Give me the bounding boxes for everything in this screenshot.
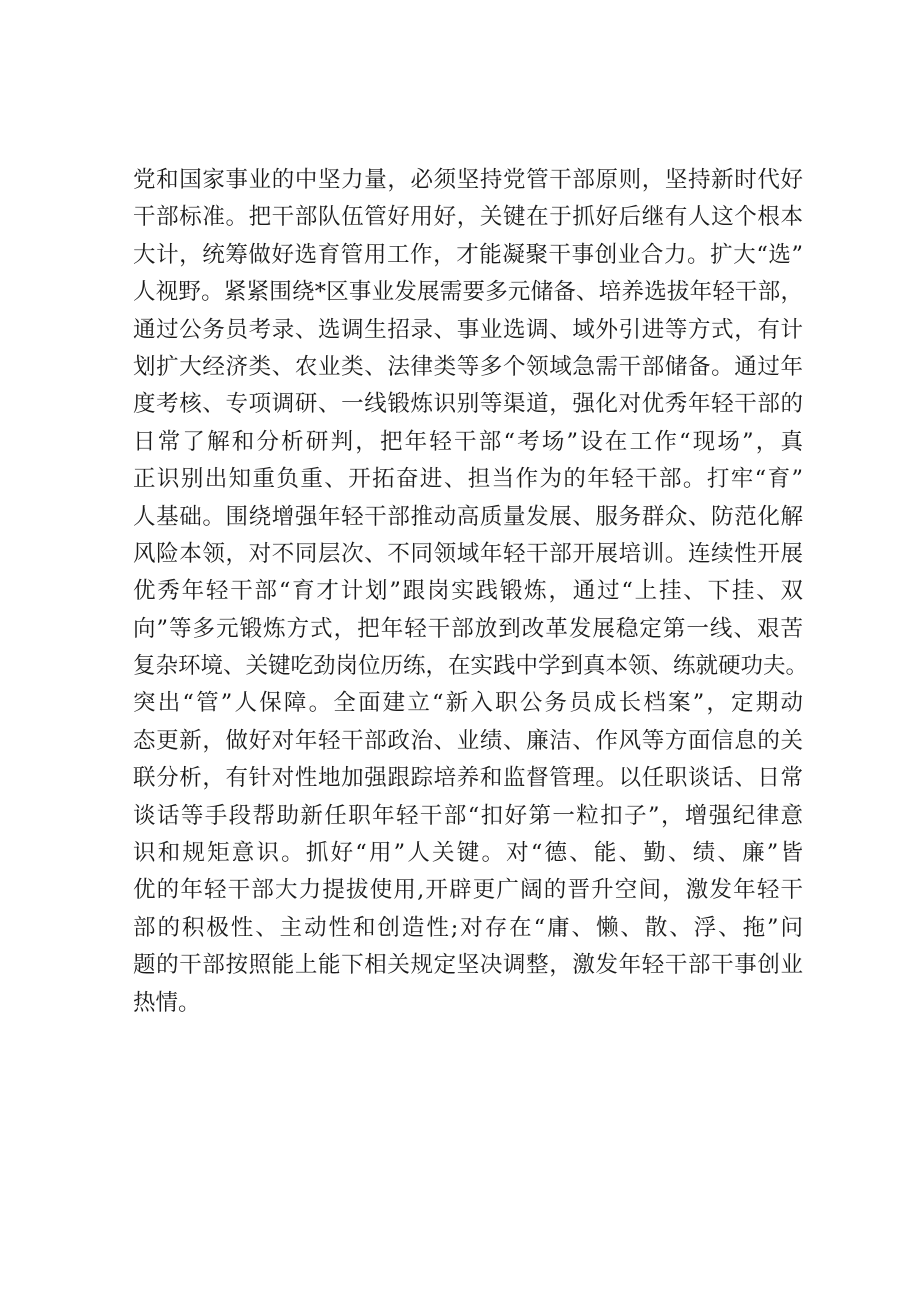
paragraph-line-23: 热情。 [133,989,201,1016]
paragraph-line-4: 人视野。紧紧围绕*区事业发展需要多元储备、培养选拔年轻干部， [133,279,803,306]
paragraph-line-19: 识和规矩意识。抓好“用”人关键。对“德、能、勤、绩、廉”皆 [133,840,803,867]
paragraph-line-18: 谈话等手段帮助新任职年轻干部“扣好第一粒扣子”，增强纪律意 [133,802,803,829]
paragraph-line-14: 复杂环境、关键吃劲岗位历练，在实践中学到真本领、练就硬功夫。 [133,653,809,680]
paragraph-line-15: 突出“管”人保障。全面建立“新入职公务员成长档案”，定期动 [133,690,803,717]
paragraph-line-10: 人基础。围绕增强年轻干部推动高质量发展、服务群众、防范化解 [133,503,803,530]
paragraph-line-6: 划扩大经济类、农业类、法律类等多个领域急需干部储备。通过年 [133,353,803,380]
paragraph-line-2: 干部标准。把干部队伍管好用好，关键在于抓好后继有人这个根本 [133,204,803,231]
paragraph-line-12: 优秀年轻干部“育才计划”跟岗实践锻炼，通过“上挂、下挂、双 [133,578,803,605]
paragraph-line-1: 党和国家事业的中坚力量，必须坚持党管干部原则，坚持新时代好 [133,167,803,193]
paragraph-line-8: 日常了解和分析研判，把年轻干部“考场”设在工作“现场”，真 [133,428,803,455]
paragraph-line-9: 正识别出知重负重、开拓奋进、担当作为的年轻干部。打牢“育” [133,466,803,493]
paragraph-line-13: 向”等多元锻炼方式，把年轻干部放到改革发展稳定第一线、艰苦 [133,615,803,642]
paragraph-line-3: 大计，统筹做好选育管用工作，才能凝聚干事创业合力。扩大“选” [133,241,803,268]
body-paragraph [133,162,809,1022]
paragraph-line-11: 风险本领，对不同层次、不同领域年轻干部开展培训。连续性开展 [133,540,803,567]
paragraph-line-22: 题的干部按照能上能下相关规定坚决调整，激发年轻干部干事创业 [133,952,803,979]
paragraph-line-5: 通过公务员考录、选调生招录、事业选调、域外引进等方式，有计 [133,316,803,343]
paragraph-line-16: 态更新，做好对年轻干部政治、业绩、廉洁、作风等方面信息的关 [133,727,803,754]
paragraph-line-20: 优的年轻干部大力提拔使用,开辟更广阔的晋升空间，激发年轻干 [133,877,803,904]
paragraph-line-7: 度考核、专项调研、一线锻炼识别等渠道，强化对优秀年轻干部的 [133,391,803,418]
paragraph-line-21: 部的积极性、主动性和创造性;对存在“庸、懒、散、浮、拖”问 [133,914,803,941]
paragraph-line-17: 联分析，有针对性地加强跟踪培养和监督管理。以任职谈话、日常 [133,765,803,792]
